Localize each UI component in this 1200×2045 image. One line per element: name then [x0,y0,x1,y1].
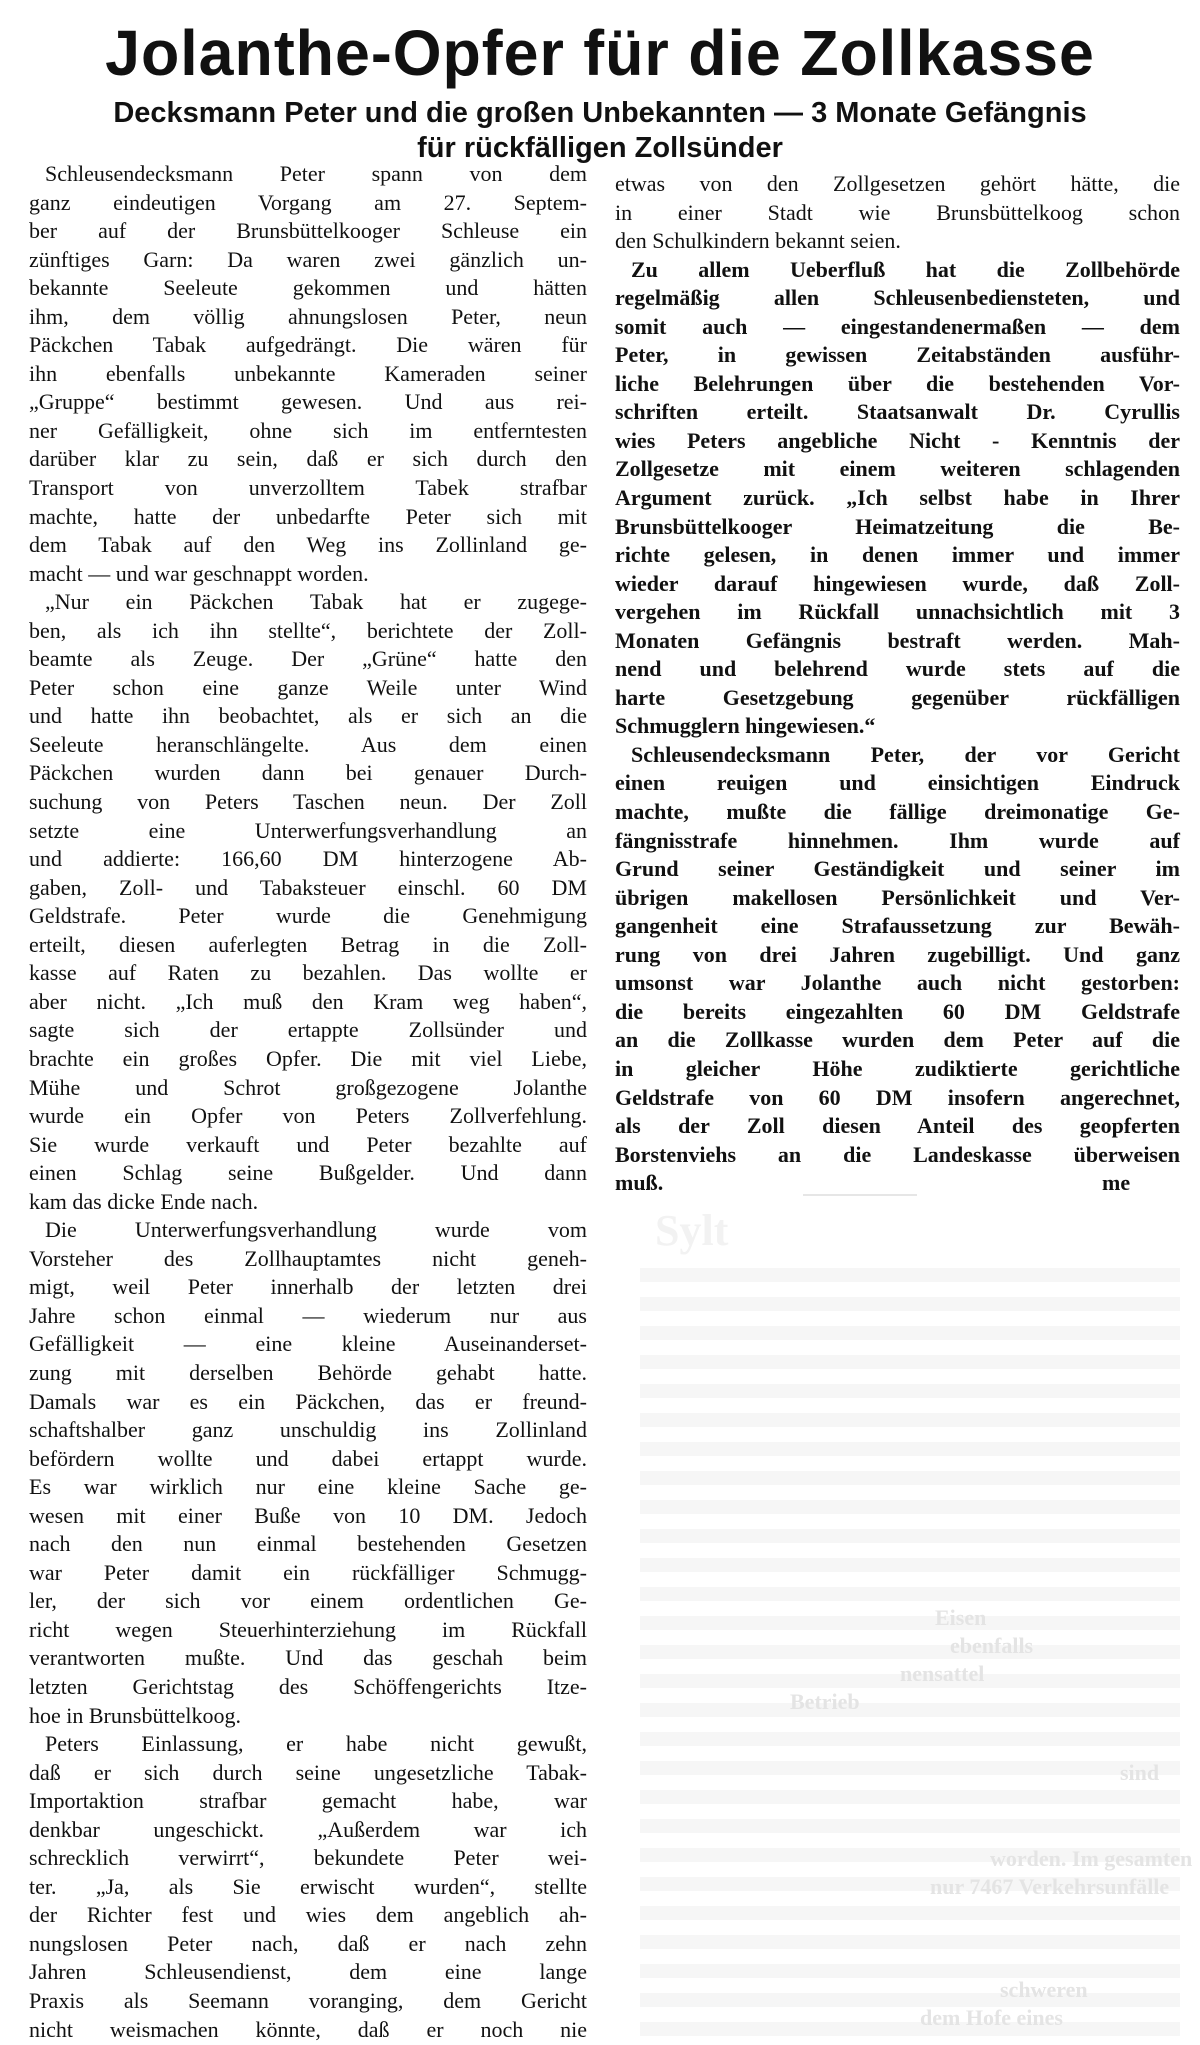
text-line: ter. „Ja, als Sie erwischt wurden“, stellte [29,1873,587,1899]
text-line: zünftiges Garn: Da waren zwei gänzlich un- [29,246,587,272]
text-line: erteilt, diesen auferlegten Betrag in die Zoll- [29,931,587,957]
text-line: setzte eine Unterwerfungsverhandlung an [29,817,587,843]
text-line: in einer Stadt wie Brunsbüttelkoog schon [615,199,1180,225]
faded-article-title: Sylt [655,1206,729,1255]
text-line: Päckchen wurden dann bei genauer Durch- [29,760,587,786]
text-line: sagte sich der ertappte Zollsünder und [29,1017,587,1043]
text-line: und addierte: 166,60 DM hinterzogene Ab- [29,846,587,872]
faded-text-line [640,1471,1180,1485]
text-line: liche Belehrungen über die bestehenden Vor- [615,370,1180,396]
text-line: befördern wollte und dabei ertappt wurde. [29,1445,587,1471]
text-line: gangenheit eine Strafaussetzung zur Bewäh- [615,913,1180,939]
text-line: vergehen im Rückfall unnachsichtlich mit 3 [615,599,1180,625]
text-line: einen reuigen und einsichtigen Eindruck [615,770,1180,796]
left-column [29,160,587,2044]
text-line: hoe in Brunsbüttelkoog. [29,1702,242,1728]
text-line: Praxis als Seemann voranging, dem Gericht [29,1988,587,2013]
text-line: ben, als ich ihn stellte“, berichtete der Zoll- [29,617,587,643]
faded-text-line [640,1790,1180,1804]
text-line: Zu allem Ueberfluß hat die Zollbehörde [631,256,1180,282]
text-line: und hatte ihn beobachtet, als er sich an die [29,703,587,729]
text-line: ihn ebenfalls unbekannte Kameraden seiner [29,360,587,386]
text-line: Monaten Gefängnis bestraft werden. Mah- [615,627,1180,653]
text-line: Päckchen Tabak aufgedrängt. Die wären für [29,332,587,358]
article-divider [803,1194,917,1196]
faded-text-line [640,1819,1180,1833]
paragraph [29,1730,587,2044]
subheadline-line-1: Decksmann Peter und die großen Unbekannten — 3 Monate Gefängnis [113,97,1087,129]
text-line: ihm, dem völlig ahnungslosen Peter, neun [29,303,587,329]
text-line: Grund seiner Geständigkeit und seiner im [615,856,1180,882]
text-line: ner Gefälligkeit, ohne sich im entferntesten [29,417,587,443]
text-line: muß. [615,1170,664,1196]
faded-text-line [640,1442,1180,1456]
faded-text-line [640,1993,1180,2007]
text-line: beamte als Zeuge. Der „Grüne“ hatte den [29,646,587,672]
text-line: kam das dicke Ende nach. [29,1188,259,1214]
paragraph [615,170,1180,256]
text-line: wieder darauf hingewiesen wurde, daß Zoll- [615,570,1180,596]
text-line: „Nur ein Päckchen Tabak hat er zugege- [45,589,587,615]
text-line: Sie wurde verkauft und Peter bezahlte auf [29,1131,587,1157]
text-line: Schmugglern hingewiesen.“ [615,713,876,739]
text-line: Zollgesetze mit einem weiteren schlagenden [615,456,1180,482]
text-line: daß er sich durch seine ungesetzliche Tabak- [29,1759,587,1785]
faded-text-fragment: worden. Im gesamten [990,1846,1193,1871]
faded-text-line [640,1384,1180,1398]
text-line: somit auch — eingestandenermaßen — dem [615,313,1180,339]
faded-text-line [640,1326,1180,1340]
text-line: Gefälligkeit — eine kleine Auseinanderset- [29,1331,587,1357]
text-line: nungslosen Peter nach, daß er nach zehn [29,1930,587,1956]
faded-text-fragment: nur 7467 Verkehrsunfälle [930,1874,1170,1899]
text-line: fängnisstrafe hinnehmen. Ihm wurde auf [615,827,1180,853]
faded-text-line [640,1355,1180,1369]
text-line: ber auf der Brunsbüttelkooger Schleuse ein [29,218,587,244]
text-line: umsonst war Jolanthe auch nicht gestorben: [615,970,1180,996]
faded-text-line [640,1703,1180,1717]
faded-text-line [640,1906,1180,1920]
faded-text-line [640,1500,1180,1514]
text-line: zung mit derselben Behörde gehabt hatte. [29,1359,587,1385]
text-line: machte, hatte der unbedarfte Peter sich mit [29,503,587,529]
faded-text-line [640,1558,1180,1572]
faded-text-line [640,1297,1180,1311]
text-line: war Peter damit ein rückfälliger Schmugg- [29,1559,587,1585]
text-line: brachte ein großes Opfer. Die mit viel Liebe, [29,1045,587,1071]
faded-text-fragment: sind [1120,1760,1160,1785]
text-line: Schleusendecksmann Peter spann von dem [45,161,587,186]
text-line: harte Gesetzgebung gegenüber rückfälligen [615,684,1180,710]
text-line: nend und belehrend wurde stets auf die [615,656,1180,682]
text-line: Schleusendecksmann Peter, der vor Gericht [631,741,1180,767]
text-line: Transport von unverzolltem Tabek strafbar [29,475,587,501]
paragraph [29,588,587,1216]
text-line: Damals war es ein Päckchen, das er freund- [29,1388,587,1414]
text-line: rung von drei Jahren zugebilligt. Und ganz [615,941,1180,967]
text-line: kasse auf Raten zu bezahlen. Das wollte er [29,960,587,986]
text-line: Brunsbüttelkooger Heimatzeitung die Be- [615,513,1180,539]
faded-text-line [640,1529,1180,1543]
faded-text-line [640,1413,1180,1427]
text-line: nicht weismachen könnte, daß er noch nie [29,2016,587,2042]
faded-text-fragment: dem Hofe eines [920,2005,1063,2030]
text-line: Seeleute heranschlängelte. Aus dem einen [29,731,587,757]
text-line: Peter, in gewissen Zeitabständen ausführ- [615,342,1180,368]
text-line: etwas von den Zollgesetzen gehört hätte, die [615,171,1180,196]
text-line: Peters Einlassung, er habe nicht gewußt, [45,1731,587,1757]
text-line: wesen mit einer Buße von 10 DM. Jedoch [29,1502,587,1528]
faded-text-line [640,1645,1180,1659]
text-line: machte, mußte die fällige dreimonatige Ge- [615,799,1180,825]
faded-text-line [640,1935,1180,1949]
text-line: ler, der sich vor einem ordentlichen Ge- [29,1588,587,1614]
text-line: die bereits eingezahlten 60 DM Geldstrafe [615,998,1180,1024]
text-line: Es war wirklich nur eine kleine Sache ge- [29,1474,587,1500]
text-line: an die Zollkasse wurden dem Peter auf die [615,1027,1180,1053]
faded-text-fragment: schweren [1000,1977,1088,2002]
faded-text-line [640,1268,1180,1282]
text-line: Jahre schon einmal — wiederum nur aus [29,1302,587,1328]
text-line: Geldstrafe. Peter wurde die Genehmigung [29,903,587,929]
text-line: regelmäßig allen Schleusenbediensteten, und [615,285,1180,311]
faded-text-line [640,1587,1180,1601]
paragraph [615,256,1180,741]
paragraph [29,160,587,588]
text-line: Mühe und Schrot großgezogene Jolanthe [29,1074,587,1100]
text-line: letzten Gerichtstag des Schöffengerichts Itze- [29,1673,587,1699]
text-line: Argument zurück. „Ich selbst habe in Ihrer [615,485,1180,511]
text-line: Importaktion strafbar gemacht habe, war [29,1788,587,1814]
text-line: gaben, Zoll- und Tabaksteuer einschl. 60 DM [29,874,587,900]
faded-text-fragment: Betrieb [790,1689,860,1714]
text-line: darüber klar zu sein, daß er sich durch den [29,446,587,472]
text-line: schriften erteilt. Staatsanwalt Dr. Cyrullis [615,399,1180,425]
text-line: ganz eindeutigen Vorgang am 27. Septem- [29,189,587,215]
text-line: bekannte Seeleute gekommen und hätten [29,275,587,301]
text-line: Jahren Schleusendienst, dem eine lange [29,1959,587,1985]
faded-text-line [640,1964,1180,1978]
faded-text-line [640,2022,1180,2036]
text-line: migt, weil Peter innerhalb der letzten drei [29,1274,587,1300]
text-line: schaftshalber ganz unschuldig ins Zollinland [29,1417,587,1443]
text-line: dem Tabak auf den Weg ins Zollinland ge- [29,532,587,558]
faded-text-line [640,1761,1180,1775]
text-line: richte gelesen, in denen immer und immer [615,542,1180,568]
text-line: „Gruppe“ bestimmt gewesen. Und aus rei- [29,389,587,415]
faded-text-fragment: nensattel [900,1661,985,1686]
subheadline-line-2: für rückfälligen Zollsünder [417,132,783,164]
text-line: wies Peters angebliche Nicht - Kenntnis der [615,427,1180,453]
right-column [615,170,1180,1198]
text-line: schrecklich verwirrt“, bekundete Peter wei- [29,1845,587,1871]
text-line: einen Schlag seine Bußgelder. Und dann [29,1160,587,1186]
faded-text-fragment: Eisen [935,1605,987,1630]
author-signature: me [1102,1170,1131,1195]
text-line: macht — und war geschnappt worden. [29,560,369,586]
text-line: Die Unterwerfungsverhandlung wurde vom [45,1217,587,1243]
text-line: suchung von Peters Taschen neun. Der Zoll [29,789,587,815]
faded-text-fragment: ebenfalls [950,1633,1034,1658]
paragraph [29,1216,587,1730]
text-line: Peter schon eine ganze Weile unter Wind [29,674,587,700]
text-line: nach den nun einmal bestehenden Gesetzen [29,1531,587,1557]
headline: Jolanthe-Opfer für die Zollkasse [105,17,1095,89]
text-line: Borstenviehs an die Landeskasse überweisen [615,1141,1180,1167]
text-line: den Schulkindern bekannt seien. [615,228,901,254]
faded-text-line [640,1616,1180,1630]
text-line: Vorsteher des Zollhauptamtes nicht geneh- [29,1245,587,1271]
text-line: Geldstrafe von 60 DM insofern angerechnet, [615,1084,1180,1110]
text-line: wurde ein Opfer von Peters Zollverfehlung. [29,1103,587,1129]
text-line: richt wegen Steuerhinterziehung im Rückfall [29,1616,587,1642]
text-line: der Richter fest und wies dem angeblich ah- [29,1902,587,1928]
text-line: übrigen makellosen Persönlichkeit und Ver- [615,884,1180,910]
text-line: aber nicht. „Ich muß den Kram weg haben“, [29,988,587,1014]
faded-text-line [640,1732,1180,1746]
paragraph [615,741,1180,1198]
text-line: als der Zoll diesen Anteil des geopferten [615,1113,1180,1139]
text-line: verantworten mußte. Und das geschah beim [29,1645,587,1671]
text-line: denkbar ungeschickt. „Außerdem war ich [29,1816,587,1842]
text-line: in gleicher Höhe zudiktierte gerichtliche [615,1055,1180,1081]
